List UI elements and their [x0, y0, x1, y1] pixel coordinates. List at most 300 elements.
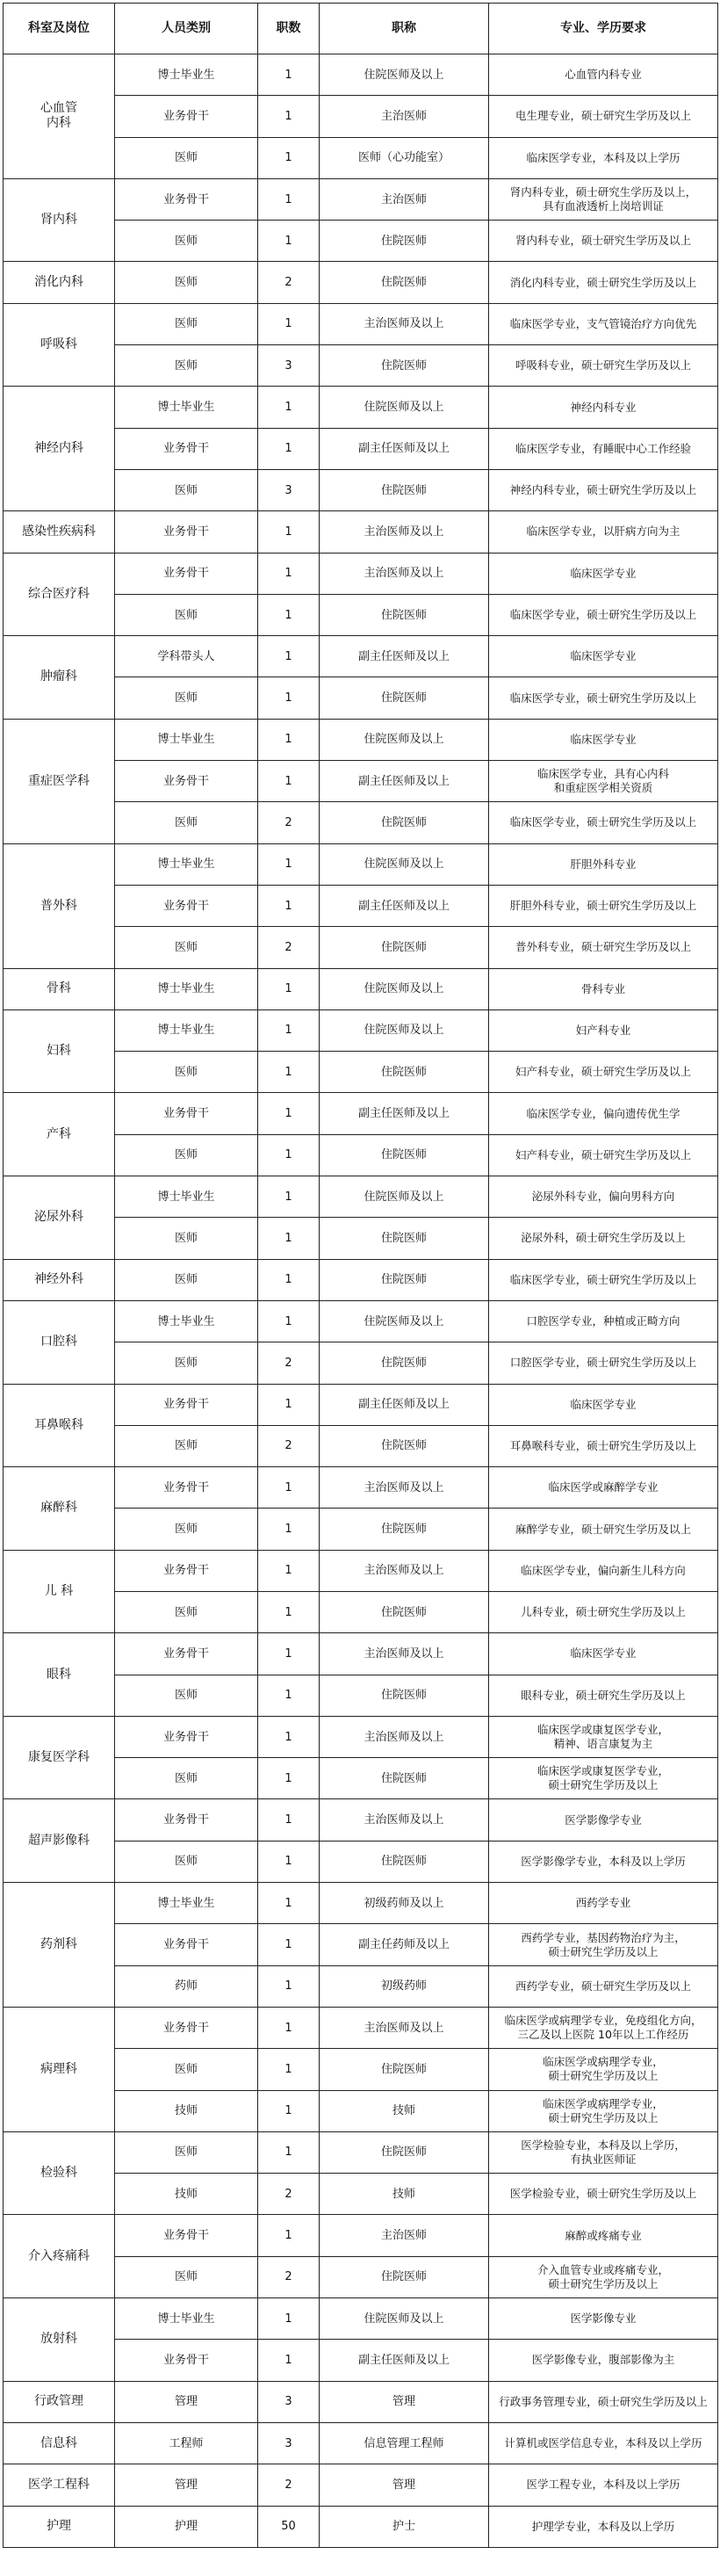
title-cell: 住院医师	[320, 927, 489, 968]
count-cell: 1	[258, 1259, 320, 1300]
count-cell: 2	[258, 802, 320, 843]
category-cell: 博士毕业生	[115, 843, 258, 885]
requirement-cell: 耳鼻喉科专业，硕士研究生学历及以上	[489, 1425, 718, 1466]
department-name: 妇科	[4, 1009, 115, 1093]
count-cell: 50	[258, 2506, 320, 2547]
title-cell: 医师（心功能室）	[320, 137, 489, 178]
count-cell: 1	[258, 1883, 320, 1924]
count-cell: 1	[258, 2298, 320, 2340]
table-row	[4, 178, 718, 220]
count-cell: 3	[258, 2422, 320, 2464]
table-row	[4, 1300, 718, 1342]
category-cell: 业务骨干	[115, 1550, 258, 1591]
requirement-cell: 眼科专业，硕士研究生学历及以上	[489, 1675, 718, 1716]
department-name: 感染性疾病科	[4, 511, 115, 553]
count-cell: 1	[258, 843, 320, 885]
category-cell: 药师	[115, 1965, 258, 2007]
requirement-cell: 临床医学专业	[489, 636, 718, 677]
department-name: 护理	[4, 2506, 115, 2547]
requirement-cell: 神经内科专业，硕士研究生学历及以上	[489, 469, 718, 510]
requirement-cell: 消化内科专业，硕士研究生学历及以上	[489, 262, 718, 303]
category-cell: 医师	[115, 1134, 258, 1176]
requirement-cell: 临床医学专业，偏向遗传优生学	[489, 1093, 718, 1134]
category-cell: 技师	[115, 2174, 258, 2215]
requirement-cell: 麻醉或疼痛专业	[489, 2215, 718, 2256]
table-row	[4, 262, 718, 303]
category-cell: 医师	[115, 677, 258, 719]
department-name: 放射科	[4, 2298, 115, 2382]
table-row	[4, 1883, 718, 1924]
table-row	[4, 1633, 718, 1675]
title-cell: 主治医师	[320, 2215, 489, 2256]
table-row	[4, 1550, 718, 1591]
count-cell: 1	[258, 553, 320, 594]
category-cell: 医师	[115, 345, 258, 387]
recruitment-table	[3, 3, 718, 2548]
table-row	[4, 1009, 718, 1051]
title-cell: 住院医师	[320, 1591, 489, 1632]
header-row	[4, 4, 718, 54]
requirement-cell: 临床医学专业，支气管镜治疗方向优先	[489, 303, 718, 344]
title-cell: 住院医师及以上	[320, 54, 489, 96]
requirement-cell: 行政事务管理专业，硕士研究生学历及以上	[489, 2381, 718, 2422]
category-cell: 业务骨干	[115, 761, 258, 802]
requirement-cell: 临床医学专业，本科及以上学历	[489, 137, 718, 178]
count-cell: 1	[258, 137, 320, 178]
category-cell: 医师	[115, 594, 258, 635]
title-cell: 住院医师	[320, 1841, 489, 1882]
table-row	[4, 54, 718, 96]
count-cell: 1	[258, 2049, 320, 2090]
requirement-cell: 临床医学专业	[489, 553, 718, 594]
requirement-cell: 临床医学专业，有睡眠中心工作经验	[489, 428, 718, 469]
title-cell: 住院医师及以上	[320, 968, 489, 1009]
count-cell: 3	[258, 345, 320, 387]
count-cell: 1	[258, 636, 320, 677]
title-cell: 副主任医师及以上	[320, 2340, 489, 2381]
requirement-cell: 普外科专业，硕士研究生学历及以上	[489, 927, 718, 968]
title-cell: 住院医师	[320, 1425, 489, 1466]
category-cell: 博士毕业生	[115, 2298, 258, 2340]
category-cell: 医师	[115, 2256, 258, 2297]
count-cell: 1	[258, 1509, 320, 1550]
category-cell: 业务骨干	[115, 1924, 258, 1965]
table-row	[4, 2007, 718, 2048]
table-row	[4, 387, 718, 428]
department-name: 肾内科	[4, 178, 115, 262]
category-cell: 医师	[115, 1342, 258, 1384]
table-row	[4, 2381, 718, 2422]
category-cell: 医师	[115, 1841, 258, 1882]
department-name: 神经内科	[4, 387, 115, 511]
count-cell: 1	[258, 1633, 320, 1675]
requirement-cell: 电生理专业，硕士研究生学历及以上	[489, 96, 718, 137]
requirement-cell: 肾内科专业，硕士研究生学历及以上， 具有血液透析上岗培训证	[489, 178, 718, 220]
category-cell: 医师	[115, 1509, 258, 1550]
requirement-cell: 临床医学专业	[489, 1384, 718, 1425]
table-row	[4, 636, 718, 677]
count-cell: 1	[258, 2215, 320, 2256]
requirement-cell: 口腔医学专业，硕士研究生学历及以上	[489, 1342, 718, 1384]
category-cell: 医师	[115, 1052, 258, 1093]
count-cell: 1	[258, 719, 320, 760]
count-cell: 1	[258, 221, 320, 262]
requirement-cell: 妇产科专业，硕士研究生学历及以上	[489, 1052, 718, 1093]
count-cell: 1	[258, 761, 320, 802]
title-cell: 住院医师	[320, 802, 489, 843]
requirement-cell: 临床医学专业，硕士研究生学历及以上	[489, 594, 718, 635]
count-cell: 1	[258, 1009, 320, 1051]
requirement-cell: 麻醉学专业，硕士研究生学历及以上	[489, 1509, 718, 1550]
department-name: 眼科	[4, 1633, 115, 1717]
category-cell: 业务骨干	[115, 96, 258, 137]
count-cell: 1	[258, 1675, 320, 1716]
title-cell: 住院医师	[320, 677, 489, 719]
category-cell: 工程师	[115, 2422, 258, 2464]
requirement-cell: 妇产科专业，硕士研究生学历及以上	[489, 1134, 718, 1176]
category-cell: 业务骨干	[115, 1467, 258, 1509]
category-cell: 业务骨干	[115, 1633, 258, 1675]
department-name: 普外科	[4, 843, 115, 968]
requirement-cell: 临床医学专业，以肝病方向为主	[489, 511, 718, 553]
category-cell: 博士毕业生	[115, 1009, 258, 1051]
department-name: 耳鼻喉科	[4, 1384, 115, 1467]
category-cell: 医师	[115, 221, 258, 262]
title-cell: 主治医师及以上	[320, 1633, 489, 1675]
table-row	[4, 303, 718, 344]
requirement-cell: 医学工程专业，本科及以上学历	[489, 2464, 718, 2506]
title-cell: 住院医师	[320, 2049, 489, 2090]
category-cell: 学科带头人	[115, 636, 258, 677]
requirement-cell: 西药学专业，基因药物治疗为主， 硕士研究生学历及以上	[489, 1924, 718, 1965]
title-cell: 住院医师及以上	[320, 843, 489, 885]
title-cell: 住院医师	[320, 1259, 489, 1300]
department-name: 骨科	[4, 968, 115, 1009]
table-row	[4, 1259, 718, 1300]
title-cell: 住院医师	[320, 221, 489, 262]
table-row	[4, 2131, 718, 2173]
table-body	[4, 54, 718, 2548]
requirement-cell: 西药学专业，硕士研究生学历及以上	[489, 1965, 718, 2007]
title-cell: 住院医师	[320, 1675, 489, 1716]
requirement-cell: 临床医学专业，偏向新生儿科方向	[489, 1550, 718, 1591]
requirement-cell: 心血管内科专业	[489, 54, 718, 96]
count-cell: 1	[258, 2131, 320, 2173]
category-cell: 医师	[115, 927, 258, 968]
title-cell: 住院医师	[320, 1509, 489, 1550]
category-cell: 医师	[115, 802, 258, 843]
category-cell: 护理	[115, 2506, 258, 2547]
requirement-cell: 肾内科专业，硕士研究生学历及以上	[489, 221, 718, 262]
title-cell: 住院医师及以上	[320, 1009, 489, 1051]
department-name: 药剂科	[4, 1883, 115, 2008]
table-row	[4, 2506, 718, 2547]
title-cell: 主治医师及以上	[320, 511, 489, 553]
title-cell: 副主任医师及以上	[320, 1384, 489, 1425]
count-cell: 1	[258, 2007, 320, 2048]
header-count: 职数	[258, 4, 320, 54]
category-cell: 医师	[115, 2049, 258, 2090]
title-cell: 技师	[320, 2090, 489, 2131]
count-cell: 2	[258, 1342, 320, 1384]
title-cell: 主治医师	[320, 178, 489, 220]
department-name: 心血管 内科	[4, 54, 115, 179]
title-cell: 主治医师及以上	[320, 1716, 489, 1757]
category-cell: 业务骨干	[115, 2340, 258, 2381]
category-cell: 业务骨干	[115, 428, 258, 469]
count-cell: 1	[258, 2090, 320, 2131]
requirement-cell: 医学影像学专业	[489, 1799, 718, 1841]
department-name: 行政管理	[4, 2381, 115, 2422]
table-row	[4, 1384, 718, 1425]
department-name: 产科	[4, 1093, 115, 1176]
count-cell: 1	[258, 1052, 320, 1093]
requirement-cell: 临床医学或康复医学专业， 硕士研究生学历及以上	[489, 1758, 718, 1799]
title-cell: 住院医师	[320, 1134, 489, 1176]
count-cell: 1	[258, 968, 320, 1009]
category-cell: 业务骨干	[115, 1799, 258, 1841]
requirement-cell: 临床医学或麻醉学专业	[489, 1467, 718, 1509]
count-cell: 1	[258, 1467, 320, 1509]
category-cell: 业务骨干	[115, 1716, 258, 1757]
title-cell: 副主任医师及以上	[320, 636, 489, 677]
title-cell: 主治医师及以上	[320, 303, 489, 344]
department-name: 麻醉科	[4, 1467, 115, 1551]
requirement-cell: 口腔医学专业，种植或正畸方向	[489, 1300, 718, 1342]
count-cell: 1	[258, 1176, 320, 1218]
title-cell: 住院医师	[320, 1218, 489, 1259]
department-name: 超声影像科	[4, 1799, 115, 1883]
title-cell: 管理	[320, 2381, 489, 2422]
department-name: 综合医疗科	[4, 553, 115, 636]
table-row	[4, 968, 718, 1009]
table-row	[4, 1799, 718, 1841]
department-name: 泌尿外科	[4, 1176, 115, 1260]
requirement-cell: 泌尿外科专业，偏向男科方向	[489, 1176, 718, 1218]
count-cell: 3	[258, 469, 320, 510]
title-cell: 住院医师及以上	[320, 719, 489, 760]
category-cell: 管理	[115, 2464, 258, 2506]
count-cell: 2	[258, 927, 320, 968]
table-row	[4, 843, 718, 885]
requirement-cell: 医学检验专业，本科及以上学历， 有执业医师证	[489, 2131, 718, 2173]
category-cell: 医师	[115, 1591, 258, 1632]
count-cell: 2	[258, 262, 320, 303]
department-name: 儿 科	[4, 1550, 115, 1633]
title-cell: 主治医师及以上	[320, 553, 489, 594]
table-row	[4, 1176, 718, 1218]
count-cell: 1	[258, 1758, 320, 1799]
category-cell: 业务骨干	[115, 2007, 258, 2048]
table-row	[4, 2215, 718, 2256]
requirement-cell: 临床医学或康复医学专业， 精神、语言康复为主	[489, 1716, 718, 1757]
count-cell: 1	[258, 1134, 320, 1176]
department-name: 医学工程科	[4, 2464, 115, 2506]
title-cell: 副主任医师及以上	[320, 761, 489, 802]
category-cell: 博士毕业生	[115, 1176, 258, 1218]
department-name: 病理科	[4, 2007, 115, 2131]
title-cell: 住院医师	[320, 2256, 489, 2297]
category-cell: 业务骨干	[115, 1384, 258, 1425]
category-cell: 业务骨干	[115, 885, 258, 926]
title-cell: 主治医师	[320, 96, 489, 137]
count-cell: 2	[258, 2464, 320, 2506]
table-row	[4, 2298, 718, 2340]
title-cell: 住院医师	[320, 1758, 489, 1799]
count-cell: 1	[258, 511, 320, 553]
count-cell: 1	[258, 1300, 320, 1342]
category-cell: 医师	[115, 303, 258, 344]
table-row	[4, 2422, 718, 2464]
count-cell: 1	[258, 54, 320, 96]
count-cell: 1	[258, 428, 320, 469]
count-cell: 1	[258, 594, 320, 635]
count-cell: 1	[258, 1965, 320, 2007]
requirement-cell: 临床医学或病理学专业，免疫组化方向， 三乙及以上医院 10年以上工作经历	[489, 2007, 718, 2048]
requirement-cell: 神经内科专业	[489, 387, 718, 428]
count-cell: 1	[258, 1384, 320, 1425]
count-cell: 1	[258, 1716, 320, 1757]
department-name: 介入疼痛科	[4, 2215, 115, 2298]
title-cell: 住院医师	[320, 262, 489, 303]
requirement-cell: 儿科专业，硕士研究生学历及以上	[489, 1591, 718, 1632]
category-cell: 业务骨干	[115, 1093, 258, 1134]
count-cell: 2	[258, 2256, 320, 2297]
category-cell: 业务骨干	[115, 2215, 258, 2256]
requirement-cell: 介入血管专业或疼痛专业， 硕士研究生学历及以上	[489, 2256, 718, 2297]
department-name: 消化内科	[4, 262, 115, 303]
title-cell: 主治医师及以上	[320, 1550, 489, 1591]
category-cell: 医师	[115, 1758, 258, 1799]
count-cell: 1	[258, 1550, 320, 1591]
title-cell: 住院医师	[320, 345, 489, 387]
title-cell: 护士	[320, 2506, 489, 2547]
category-cell: 博士毕业生	[115, 968, 258, 1009]
category-cell: 博士毕业生	[115, 387, 258, 428]
requirement-cell: 泌尿外科，硕士研究生学历及以上	[489, 1218, 718, 1259]
title-cell: 主治医师及以上	[320, 1467, 489, 1509]
requirement-cell: 妇产科专业	[489, 1009, 718, 1051]
table-row	[4, 2464, 718, 2506]
count-cell: 1	[258, 1924, 320, 1965]
title-cell: 住院医师	[320, 1052, 489, 1093]
title-cell: 住院医师	[320, 594, 489, 635]
requirement-cell: 计算机或医学信息专业，本科及以上学历	[489, 2422, 718, 2464]
requirement-cell: 医学检验专业，硕士研究生学历及以上	[489, 2174, 718, 2215]
count-cell: 2	[258, 2174, 320, 2215]
requirement-cell: 肝胆外科专业	[489, 843, 718, 885]
category-cell: 博士毕业生	[115, 719, 258, 760]
header-department: 科室及岗位	[4, 4, 115, 54]
requirement-cell: 临床医学或病理学专业， 硕士研究生学历及以上	[489, 2049, 718, 2090]
count-cell: 1	[258, 1093, 320, 1134]
requirement-cell: 医学影像专业，腹部影像为主	[489, 2340, 718, 2381]
requirement-cell: 骨科专业	[489, 968, 718, 1009]
title-cell: 住院医师	[320, 2131, 489, 2173]
table-row	[4, 719, 718, 760]
table-row	[4, 1716, 718, 1757]
count-cell: 1	[258, 1799, 320, 1841]
requirement-cell: 呼吸科专业，硕士研究生学历及以上	[489, 345, 718, 387]
count-cell: 1	[258, 387, 320, 428]
count-cell: 1	[258, 885, 320, 926]
category-cell: 业务骨干	[115, 511, 258, 553]
title-cell: 初级药师	[320, 1965, 489, 2007]
category-cell: 业务骨干	[115, 553, 258, 594]
count-cell: 1	[258, 178, 320, 220]
department-name: 口腔科	[4, 1300, 115, 1384]
category-cell: 医师	[115, 2131, 258, 2173]
title-cell: 技师	[320, 2174, 489, 2215]
department-name: 肿瘤科	[4, 636, 115, 720]
header-title: 职称	[320, 4, 489, 54]
requirement-cell: 临床医学专业，硕士研究生学历及以上	[489, 802, 718, 843]
header-requirement: 专业、学历要求	[489, 4, 718, 54]
requirement-cell: 临床医学专业	[489, 719, 718, 760]
title-cell: 住院医师及以上	[320, 2298, 489, 2340]
department-name: 重症医学科	[4, 719, 115, 843]
title-cell: 副主任医师及以上	[320, 885, 489, 926]
table-row	[4, 553, 718, 594]
category-cell: 医师	[115, 1218, 258, 1259]
requirement-cell: 临床医学专业，具有心内科 和重症医学相关资质	[489, 761, 718, 802]
title-cell: 住院医师及以上	[320, 1176, 489, 1218]
category-cell: 医师	[115, 137, 258, 178]
category-cell: 医师	[115, 1675, 258, 1716]
count-cell: 3	[258, 2381, 320, 2422]
requirement-cell: 临床医学专业	[489, 1633, 718, 1675]
requirement-cell: 临床医学专业，硕士研究生学历及以上	[489, 1259, 718, 1300]
count-cell: 1	[258, 2340, 320, 2381]
title-cell: 副主任药师及以上	[320, 1924, 489, 1965]
requirement-cell: 医学影像学专业，本科及以上学历	[489, 1841, 718, 1882]
count-cell: 1	[258, 1841, 320, 1882]
requirement-cell: 肝胆外科专业，硕士研究生学历及以上	[489, 885, 718, 926]
category-cell: 医师	[115, 469, 258, 510]
category-cell: 博士毕业生	[115, 1883, 258, 1924]
count-cell: 1	[258, 96, 320, 137]
category-cell: 医师	[115, 1259, 258, 1300]
title-cell: 住院医师及以上	[320, 387, 489, 428]
title-cell: 主治医师及以上	[320, 2007, 489, 2048]
department-name: 康复医学科	[4, 1716, 115, 1799]
category-cell: 医师	[115, 262, 258, 303]
category-cell: 业务骨干	[115, 178, 258, 220]
title-cell: 信息管理工程师	[320, 2422, 489, 2464]
requirement-cell: 临床医学或病理学专业， 硕士研究生学历及以上	[489, 2090, 718, 2131]
requirement-cell: 西药学专业	[489, 1883, 718, 1924]
requirement-cell: 医学影像专业	[489, 2298, 718, 2340]
count-cell: 1	[258, 1218, 320, 1259]
title-cell: 初级药师及以上	[320, 1883, 489, 1924]
header-category: 人员类别	[115, 4, 258, 54]
category-cell: 博士毕业生	[115, 54, 258, 96]
title-cell: 住院医师	[320, 1342, 489, 1384]
department-name: 信息科	[4, 2422, 115, 2464]
category-cell: 技师	[115, 2090, 258, 2131]
requirement-cell: 临床医学专业，硕士研究生学历及以上	[489, 677, 718, 719]
title-cell: 住院医师及以上	[320, 1300, 489, 1342]
department-name: 检验科	[4, 2131, 115, 2215]
table-row	[4, 1093, 718, 1134]
count-cell: 1	[258, 1591, 320, 1632]
title-cell: 管理	[320, 2464, 489, 2506]
department-name: 神经外科	[4, 1259, 115, 1300]
count-cell: 2	[258, 1425, 320, 1466]
category-cell: 医师	[115, 1425, 258, 1466]
category-cell: 管理	[115, 2381, 258, 2422]
department-name: 呼吸科	[4, 303, 115, 387]
